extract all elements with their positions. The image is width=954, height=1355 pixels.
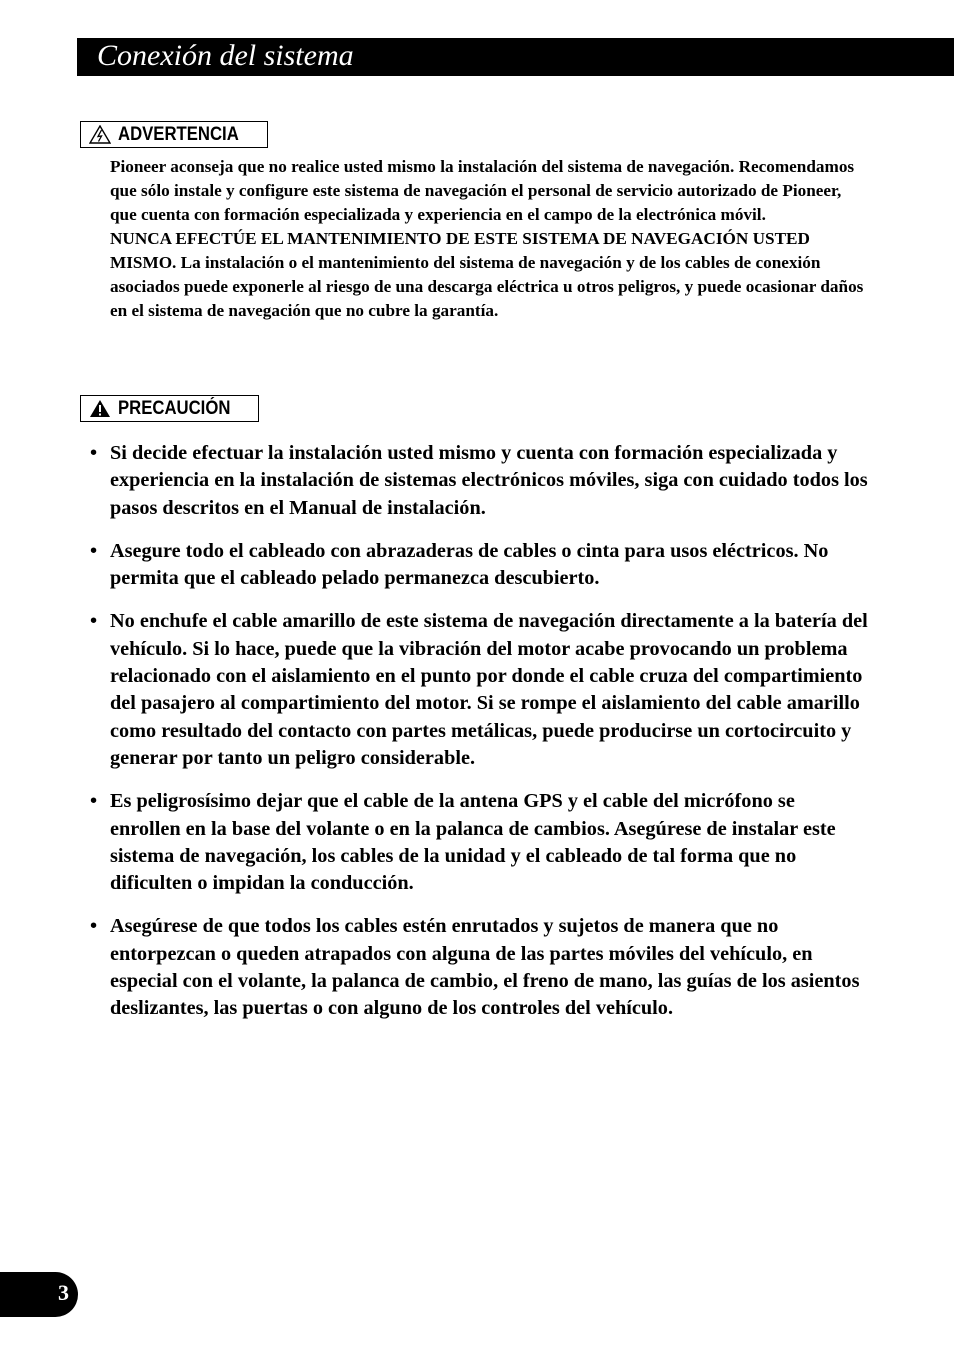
- warning-outline-icon: [89, 125, 111, 144]
- list-item: [90, 608, 870, 772]
- section-title-bar: [77, 38, 954, 76]
- warning-text: [110, 155, 870, 323]
- bullet: •: [90, 790, 98, 813]
- warning-label-box: [80, 121, 268, 148]
- list-item-text: Es peligrosísimo dejar que el cable de la antena GPS y el cable del micrófono se enrollen en la base del volante o en la palanca de cambios. Asegúrese de instalar este sistema de navegación, los cables de la unidad y el cableado de tal forma que no dificulten o impidan la conducción.: [110, 790, 836, 895]
- page-title: Conexión del sistema: [97, 39, 354, 72]
- bullet: •: [90, 539, 98, 562]
- page-number: 3: [58, 1280, 69, 1305]
- caution-label-box: [80, 395, 259, 422]
- list-item: [90, 440, 870, 522]
- warning-label: ADVERTENCIA: [118, 123, 239, 145]
- list-item-text: No enchufe el cable amarillo de este sistema de navegación directamente a la batería del vehículo. Si lo hace, puede que la vibración del motor acabe provocando un problema relacionado con el aislamiento en el punto por donde el cable cruza del compartimiento del pasajero al compartimiento del motor. Si se rompe el aislamiento del cable amarillo como resultado del contacto con partes metálicas, puede producirse un cortocircuito y generar por tanto un peligro considerable.: [110, 610, 868, 769]
- list-item: [90, 913, 870, 1022]
- list-item: [90, 538, 870, 593]
- list-item: [90, 788, 870, 897]
- warning-paragraph: Pioneer aconseja que no realice usted mismo la instalación del sistema de navegación. Recomendamos que sólo instale y configure este sistema de navegación el personal de servicio autorizado de Pioneer, que cuenta con formación especializada y experiencia en el campo de la electrónica móvil.: [110, 157, 855, 224]
- caution-filled-icon: [89, 399, 111, 418]
- bullet: •: [90, 610, 98, 633]
- caution-label: PRECAUCIÓN: [118, 397, 231, 419]
- warning-paragraph: NUNCA EFECTÚE EL MANTENIMIENTO DE ESTE SISTEMA DE NAVEGACIÓN USTED MISMO. La instalación o el mantenimiento del sistema de navegación y de los cables de conexión asociados puede exponerle al riesgo de una descarga eléctrica u otros peligros, y puede ocasionar daños en el sistema de navegación que no cubre la garantía.: [110, 229, 864, 320]
- bullet: •: [90, 442, 98, 464]
- page-number-tab: [0, 1272, 78, 1317]
- bullet: •: [90, 915, 98, 938]
- list-item-text: Si decide efectuar la instalación usted mismo y cuenta con formación especializada y experiencia en la instalación de sistemas electrónicos móviles, siga con cuidado todos los pasos descritos en el Manual de instalación.: [110, 442, 868, 519]
- list-item-text: Asegúrese de que todos los cables estén enrutados y sujetos de manera que no entorpezcan o queden atrapados con alguna de las partes móviles del vehículo, en especial con el volante, la palanca de cambio, el freno de mano, las guías de los asientos deslizantes, las puertas o con alguno de los controles del vehículo.: [110, 915, 860, 1020]
- list-item-text: Asegure todo el cableado con abrazaderas de cables o cinta para usos eléctricos. No permita que el cableado pelado permanezca descubierto.: [110, 539, 829, 590]
- caution-list: [90, 440, 870, 1039]
